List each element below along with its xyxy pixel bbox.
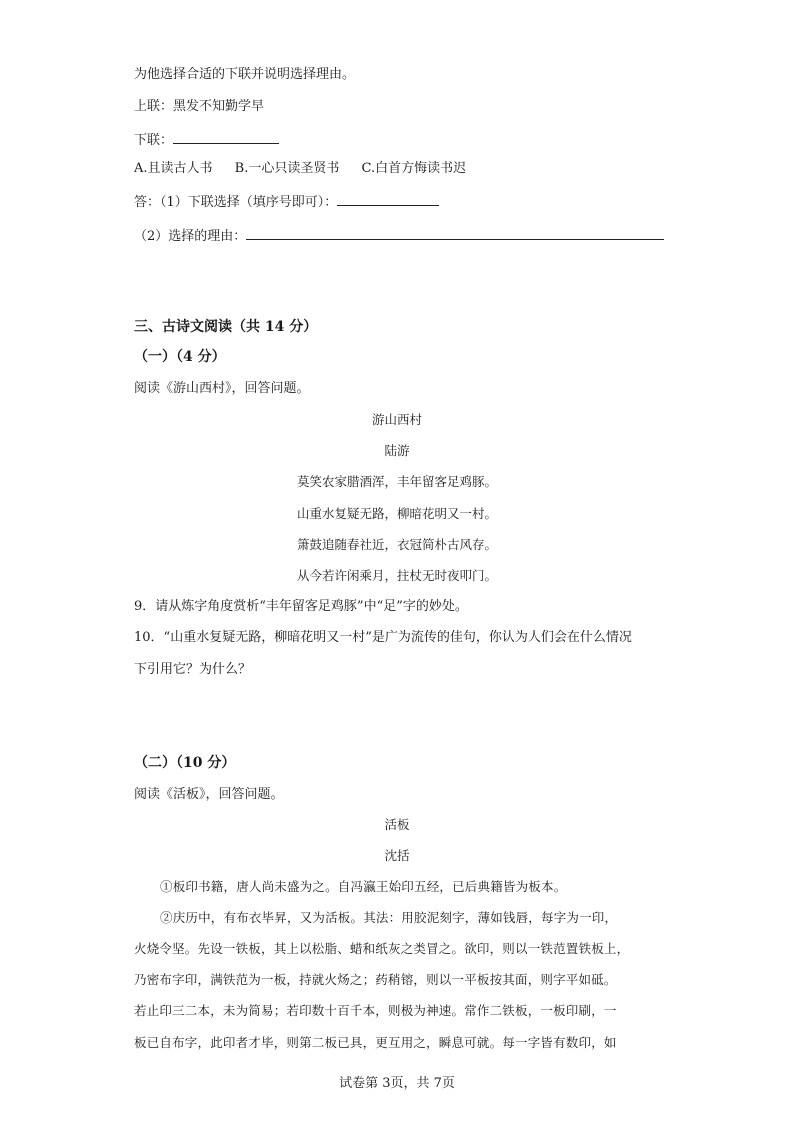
prose-line: 火烧令坚。先设一铁板，其上以松脂、蜡和纸灰之类冒之。欲印，则以一铁范置铁板上， <box>134 941 630 956</box>
prose-line: 板已自布字，此印者才毕，则第二板已具，更互用之，瞬息可就。每一字皆有数印，如 <box>134 1035 617 1050</box>
q8-lower-couplet-row <box>134 130 279 150</box>
prose-line: ②庆历中，有布衣毕昇，又为活板。其法：用胶泥刻字，薄如钱唇，每字为一印， <box>160 910 618 925</box>
part1-heading: （一）（4 分） <box>134 349 226 365</box>
q8-option-b: B.一心只读圣贤书 <box>234 161 340 176</box>
q8-options <box>134 160 484 178</box>
q8-answer2-row <box>134 226 664 246</box>
question-10-line1: 10．“山重水复疑无路，柳暗花明又一村”是广为流传的佳句，你认为人们会在什么情况 <box>134 630 632 645</box>
poem-line: 山重水复疑无路，柳暗花明又一村。 <box>296 506 497 521</box>
prose-line: 乃密布字印，满铁范为一板，持就火炀之；药稍镕，则以一平板按其面，则字平如砥。 <box>134 972 617 987</box>
q8-lower-blank[interactable] <box>173 130 279 144</box>
q8-instruction: 为他选择合适的下联并说明选择理由。 <box>134 67 356 82</box>
question-10-line2: 下引用它？为什么？ <box>134 662 252 677</box>
part1-intro: 阅读《游山西村》，回答问题。 <box>134 381 310 396</box>
q8-answer1-label: 答：（1）下联选择（填序号即可）： <box>134 195 338 210</box>
poem-line: 箫鼓追随春社近，衣冠简朴古风存。 <box>296 537 497 552</box>
prose-title: 活板 <box>384 817 410 832</box>
section3-heading: 三、古诗文阅读（共 14 分） <box>134 319 318 335</box>
poem-title: 游山西村 <box>371 412 422 427</box>
page-footer: 试卷第 3页，共 7页 <box>339 1076 455 1091</box>
poem-author: 陆游 <box>384 443 410 458</box>
question-9: 9．请从炼字角度赏析“丰年留客足鸡豚”中“足”字的妙处。 <box>134 599 468 614</box>
q8-answer1-blank[interactable] <box>337 192 439 206</box>
prose-line: ①板印书籍，唐人尚未盛为之。自冯瀛王始印五经，已后典籍皆为板本。 <box>160 879 567 894</box>
q8-option-a: A.且读古人书 <box>134 161 213 176</box>
q8-answer2-label: （2）选择的理由： <box>134 229 247 244</box>
prose-author: 沈括 <box>384 848 410 863</box>
part2-heading: （二）（10 分） <box>134 755 236 771</box>
q8-upper-couplet: 上联：黑发不知勤学早 <box>134 99 265 114</box>
q8-answer2-blank[interactable] <box>246 226 664 240</box>
q8-lower-label: 下联： <box>134 133 174 148</box>
q8-option-c: C.白首方悔读书迟 <box>361 161 467 176</box>
part2-intro: 阅读《活板》，回答问题。 <box>134 787 284 802</box>
poem-line: 从今若许闲乘月，拄杖无时夜叩门。 <box>296 568 497 583</box>
poem-line: 莫笑农家腊酒浑，丰年留客足鸡豚。 <box>296 474 497 489</box>
prose-line: 若止印三二本，未为简易；若印数十百千本，则极为神速。常作二铁板，一板印刷，一 <box>134 1003 617 1018</box>
q8-answer1-row <box>134 192 439 212</box>
